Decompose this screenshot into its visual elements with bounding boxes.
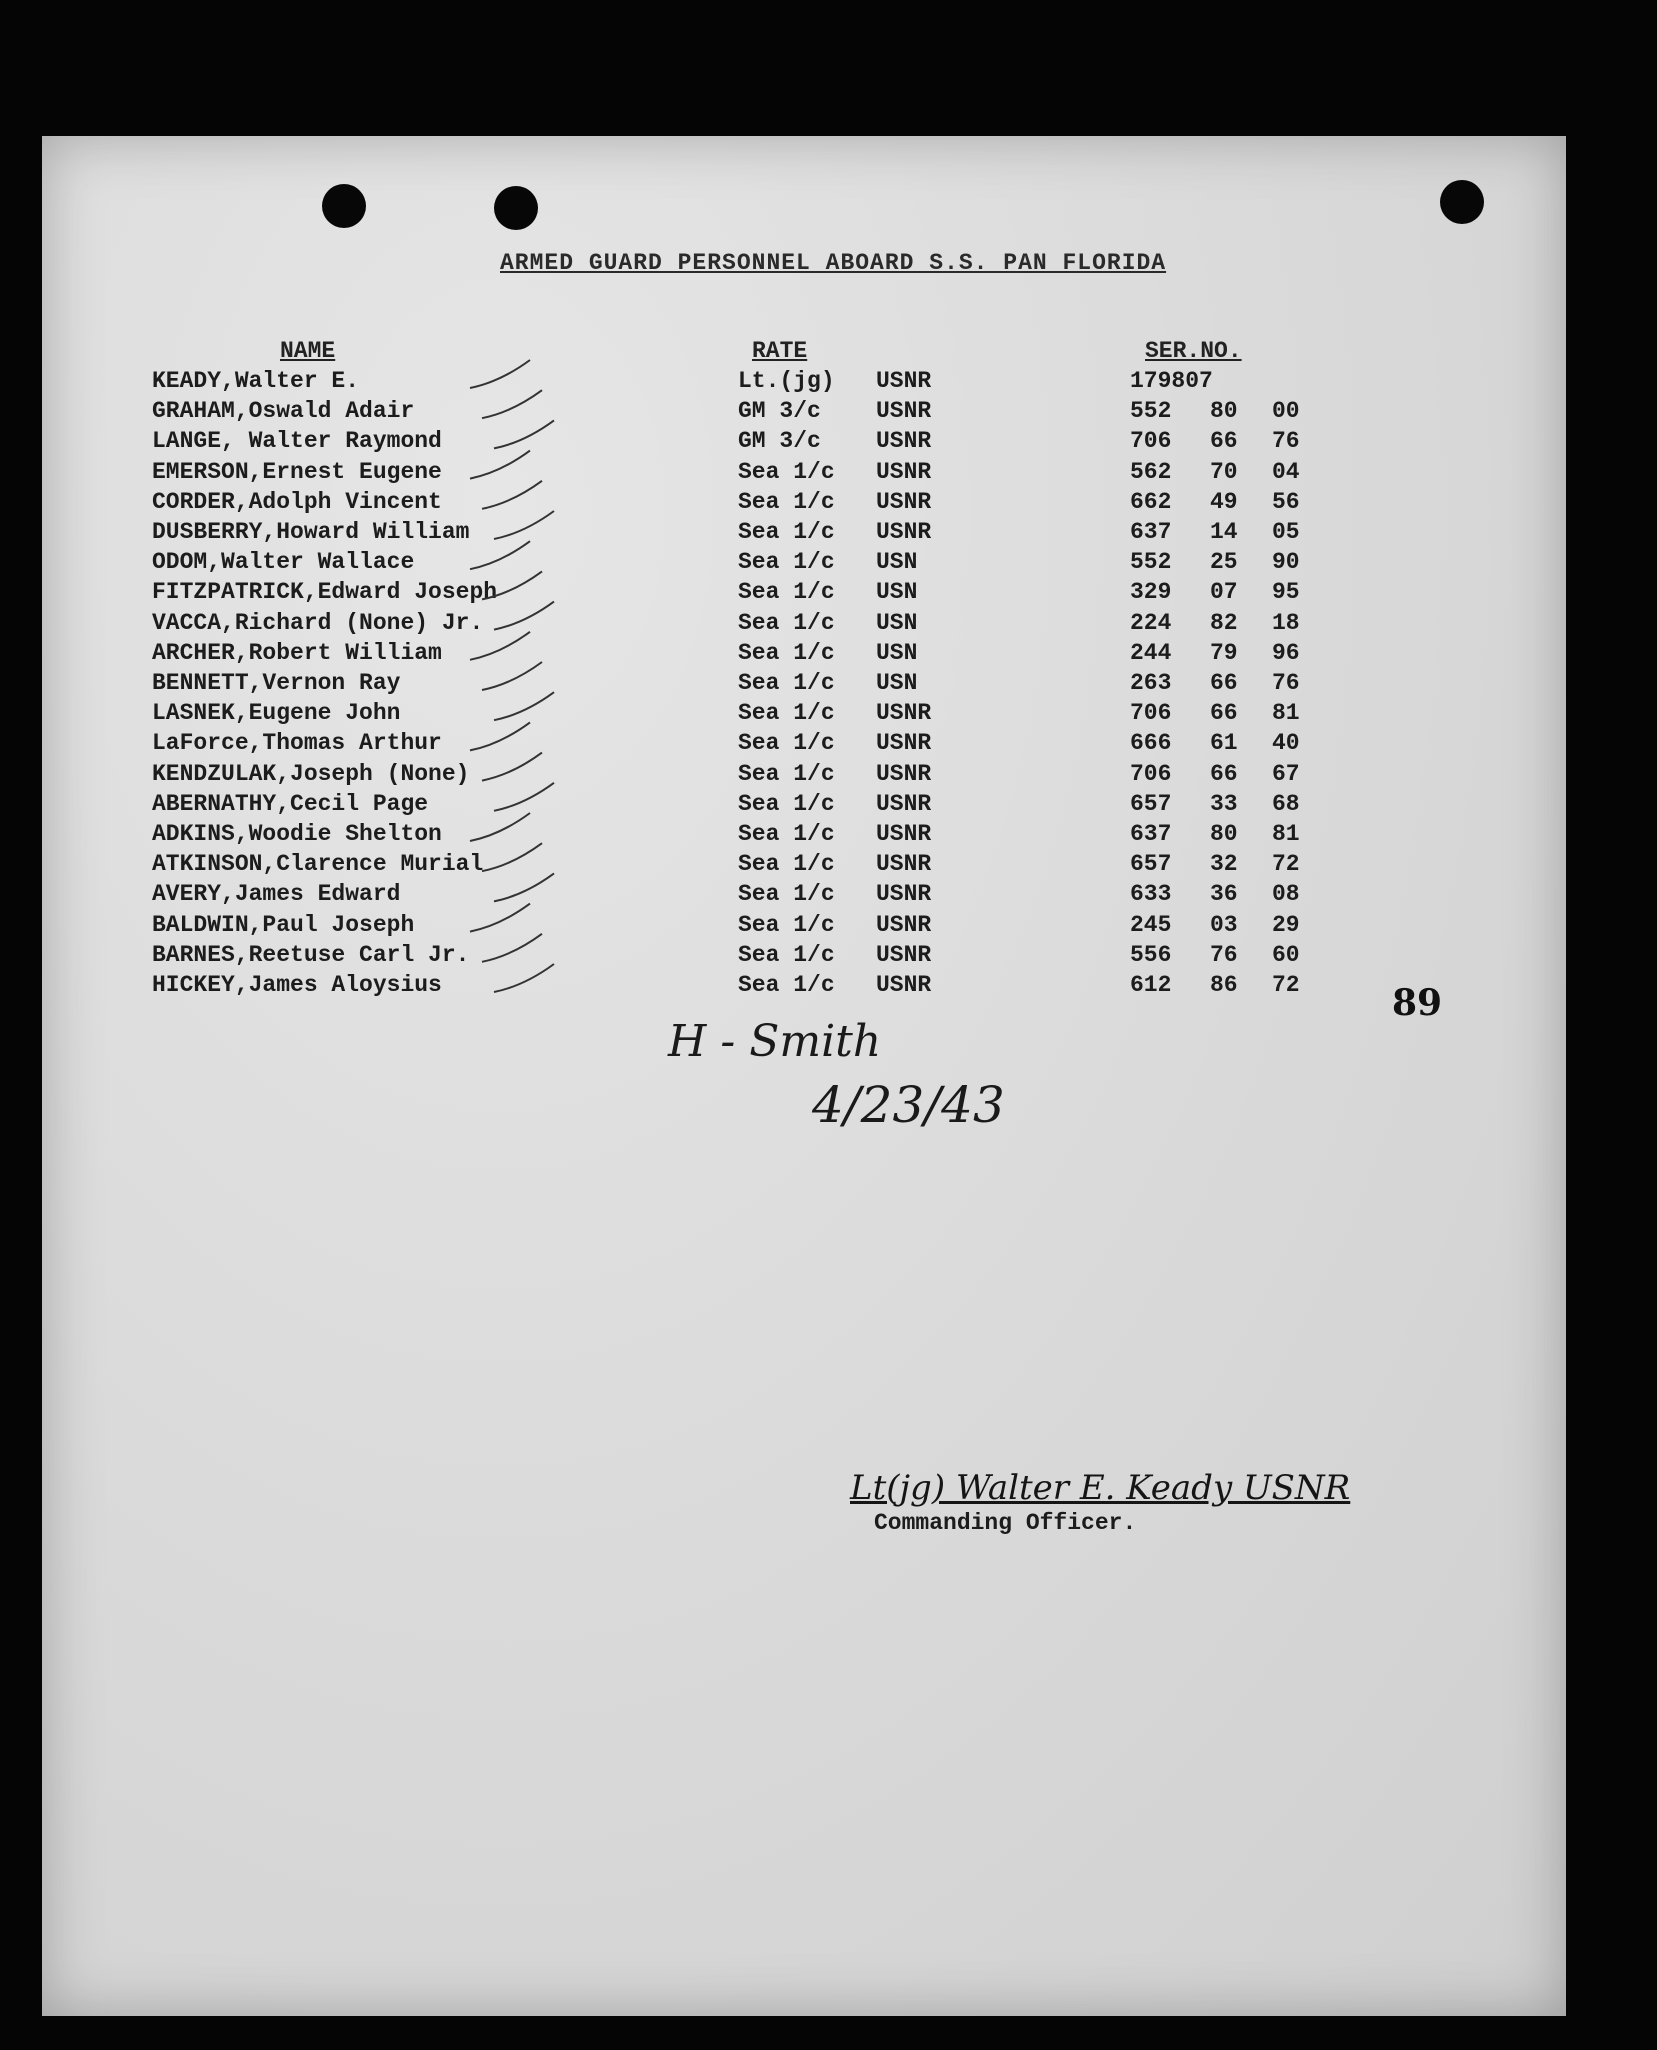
check-tick <box>482 662 542 690</box>
header-name: NAME <box>280 338 336 364</box>
personnel-rate: Sea 1/c <box>738 790 835 817</box>
personnel-name: BENNETT,Vernon Ray <box>152 670 401 696</box>
check-tick <box>494 420 554 448</box>
service-number-part: 82 <box>1210 609 1238 636</box>
check-tick <box>482 753 542 781</box>
personnel-name: AVERY,James Edward <box>152 881 401 908</box>
personnel-name: VACCA,Richard (None) Jr. <box>152 609 484 636</box>
handwritten-initials: H - Smith <box>668 1016 882 1067</box>
personnel-branch: USNR <box>876 700 932 727</box>
service-number-part: 662 <box>1130 488 1172 515</box>
service-number-part: 03 <box>1210 911 1238 938</box>
personnel-rate: Sea 1/c <box>738 458 835 485</box>
service-number-part: 67 <box>1272 760 1300 787</box>
personnel-name: ODOM,Walter Wallace <box>152 549 415 576</box>
service-number-part: 245 <box>1130 911 1172 938</box>
service-number-part: 66 <box>1210 700 1238 727</box>
service-number-part: 00 <box>1272 398 1300 425</box>
service-number-part: 86 <box>1210 972 1238 998</box>
service-number-part: 14 <box>1210 519 1238 545</box>
service-number-part: 61 <box>1210 730 1238 757</box>
service-number-part: 95 <box>1272 579 1300 606</box>
check-tick <box>470 451 530 479</box>
service-number-part: 08 <box>1272 881 1300 908</box>
personnel-name: KEADY,Walter E. <box>152 368 360 394</box>
service-number-part: 80 <box>1210 821 1238 847</box>
header-ser-no: SER.NO. <box>1145 338 1242 364</box>
service-number-part: 68 <box>1272 790 1300 817</box>
service-number-part: 706 <box>1130 760 1172 787</box>
personnel-branch: USN <box>876 609 918 636</box>
service-number-part: 552 <box>1130 549 1172 576</box>
service-number-part: 706 <box>1130 700 1172 727</box>
personnel-name: ATKINSON,Clarence Murial <box>152 851 484 878</box>
personnel-rate: Sea 1/c <box>738 941 835 968</box>
service-number-part: 329 <box>1130 579 1172 606</box>
service-number-part: 637 <box>1130 519 1172 545</box>
personnel-branch: USN <box>876 639 918 666</box>
check-tick <box>482 571 542 599</box>
page-number: 89 <box>1392 982 1443 1024</box>
personnel-name: LANGE, Walter Raymond <box>152 428 442 455</box>
check-tick <box>494 511 554 539</box>
service-number-part: 07 <box>1210 579 1238 606</box>
service-number-part: 72 <box>1272 972 1300 998</box>
personnel-branch: USNR <box>876 488 932 515</box>
personnel-branch: USNR <box>876 458 932 485</box>
service-number-part: 90 <box>1272 549 1300 576</box>
personnel-name: ADKINS,Woodie Shelton <box>152 821 442 847</box>
personnel-branch: USNR <box>876 428 932 455</box>
service-number-part: 18 <box>1272 609 1300 636</box>
personnel-rate: Sea 1/c <box>738 972 835 998</box>
personnel-rate: Sea 1/c <box>738 821 835 847</box>
service-number-part: 40 <box>1272 730 1300 757</box>
signature-title: Commanding Officer. <box>874 1510 1137 1536</box>
personnel-branch: USNR <box>876 972 932 998</box>
personnel-name: BALDWIN,Paul Joseph <box>152 911 415 938</box>
check-tick <box>482 843 542 871</box>
personnel-branch: USNR <box>876 941 932 968</box>
check-tick <box>494 964 554 992</box>
personnel-rate: Sea 1/c <box>738 609 835 636</box>
check-tick <box>470 813 530 841</box>
service-number-part: 224 <box>1130 609 1172 636</box>
check-tick <box>494 783 554 811</box>
personnel-name: DUSBERRY,Howard William <box>152 519 470 545</box>
personnel-name: HICKEY,James Aloysius <box>152 972 442 998</box>
service-number-part: 25 <box>1210 549 1238 576</box>
personnel-rate: GM 3/c <box>738 428 821 455</box>
personnel-rate: GM 3/c <box>738 398 821 425</box>
service-number-part: 76 <box>1210 941 1238 968</box>
personnel-rate: Sea 1/c <box>738 700 835 727</box>
service-number-part: 81 <box>1272 821 1300 847</box>
service-number-part: 29 <box>1272 911 1300 938</box>
service-number-part: 70 <box>1210 458 1238 485</box>
check-tick <box>470 632 530 660</box>
personnel-rate: Sea 1/c <box>738 549 835 576</box>
check-tick <box>494 873 554 901</box>
service-number-part: 706 <box>1130 428 1172 455</box>
personnel-name: GRAHAM,Oswald Adair <box>152 398 415 425</box>
service-number-part: 72 <box>1272 851 1300 878</box>
service-number-part: 05 <box>1272 519 1300 545</box>
check-tick <box>470 904 530 932</box>
personnel-name: ARCHER,Robert William <box>152 639 442 666</box>
personnel-name: LaForce,Thomas Arthur <box>152 730 442 757</box>
service-number-part: 81 <box>1272 700 1300 727</box>
service-number-part: 33 <box>1210 790 1238 817</box>
personnel-rate: Sea 1/c <box>738 670 835 696</box>
service-number-part: 76 <box>1272 670 1300 696</box>
personnel-rate: Sea 1/c <box>738 911 835 938</box>
check-tick <box>482 390 542 418</box>
handwritten-date: 4/23/43 <box>812 1076 1005 1134</box>
service-number-part: 60 <box>1272 941 1300 968</box>
service-number-part: 66 <box>1210 428 1238 455</box>
service-number-part: 633 <box>1130 881 1172 908</box>
personnel-rate: Sea 1/c <box>738 488 835 515</box>
service-number-part: 66 <box>1210 670 1238 696</box>
personnel-name: ABERNATHY,Cecil Page <box>152 790 429 817</box>
service-number-part: 80 <box>1210 398 1238 425</box>
personnel-rate: Sea 1/c <box>738 579 835 606</box>
personnel-rate: Sea 1/c <box>738 730 835 757</box>
personnel-branch: USN <box>876 670 918 696</box>
service-number-part: 552 <box>1130 398 1172 425</box>
service-number-part: 263 <box>1130 670 1172 696</box>
personnel-rate: Sea 1/c <box>738 851 835 878</box>
check-tick <box>470 722 530 750</box>
service-number-part: 657 <box>1130 790 1172 817</box>
service-number-part: 76 <box>1272 428 1300 455</box>
service-number-part: 79 <box>1210 639 1238 666</box>
personnel-branch: USNR <box>876 851 932 878</box>
service-number-part: 556 <box>1130 941 1172 968</box>
personnel-rate: Sea 1/c <box>738 760 835 787</box>
service-number-part: 66 <box>1210 760 1238 787</box>
service-number-part: 244 <box>1130 639 1172 666</box>
personnel-name: LASNEK,Eugene John <box>152 700 401 727</box>
personnel-branch: USNR <box>876 368 932 394</box>
check-tick <box>482 481 542 509</box>
header-rate: RATE <box>752 338 808 364</box>
personnel-branch: USNR <box>876 881 932 908</box>
check-tick <box>482 934 542 962</box>
personnel-branch: USNR <box>876 911 932 938</box>
check-tick <box>494 602 554 630</box>
service-number-part: 04 <box>1272 458 1300 485</box>
service-number-part: 32 <box>1210 851 1238 878</box>
service-number-part: 179807 <box>1130 368 1213 394</box>
personnel-name: KENDZULAK,Joseph (None) <box>152 760 470 787</box>
service-number-part: 562 <box>1130 458 1172 485</box>
document-title: ARMED GUARD PERSONNEL ABOARD S.S. PAN FLORIDA <box>500 250 1167 276</box>
service-number-part: 56 <box>1272 488 1300 515</box>
check-tick <box>470 360 530 388</box>
personnel-name: CORDER,Adolph Vincent <box>152 488 442 515</box>
service-number-part: 666 <box>1130 730 1172 757</box>
service-number-part: 36 <box>1210 881 1238 908</box>
service-number-part: 96 <box>1272 639 1300 666</box>
personnel-rate: Sea 1/c <box>738 519 835 545</box>
personnel-branch: USN <box>876 579 918 606</box>
personnel-branch: USN <box>876 549 918 576</box>
service-number-part: 657 <box>1130 851 1172 878</box>
personnel-branch: USNR <box>876 760 932 787</box>
personnel-name: FITZPATRICK,Edward Joseph <box>152 579 498 606</box>
personnel-rate: Sea 1/c <box>738 881 835 908</box>
service-number-part: 612 <box>1130 972 1172 998</box>
personnel-name: BARNES,Reetuse Carl Jr. <box>152 941 470 968</box>
personnel-rate: Sea 1/c <box>738 639 835 666</box>
personnel-rate: Lt.(jg) <box>738 368 835 394</box>
check-tick <box>470 541 530 569</box>
personnel-name: EMERSON,Ernest Eugene <box>152 458 442 485</box>
service-number-part: 637 <box>1130 821 1172 847</box>
personnel-branch: USNR <box>876 821 932 847</box>
service-number-part: 49 <box>1210 488 1238 515</box>
personnel-branch: USNR <box>876 398 932 425</box>
check-tick <box>494 692 554 720</box>
personnel-branch: USNR <box>876 790 932 817</box>
personnel-branch: USNR <box>876 730 932 757</box>
personnel-branch: USNR <box>876 519 932 545</box>
commanding-officer-signature: Lt(jg) Walter E. Keady USNR <box>850 1468 1351 1508</box>
